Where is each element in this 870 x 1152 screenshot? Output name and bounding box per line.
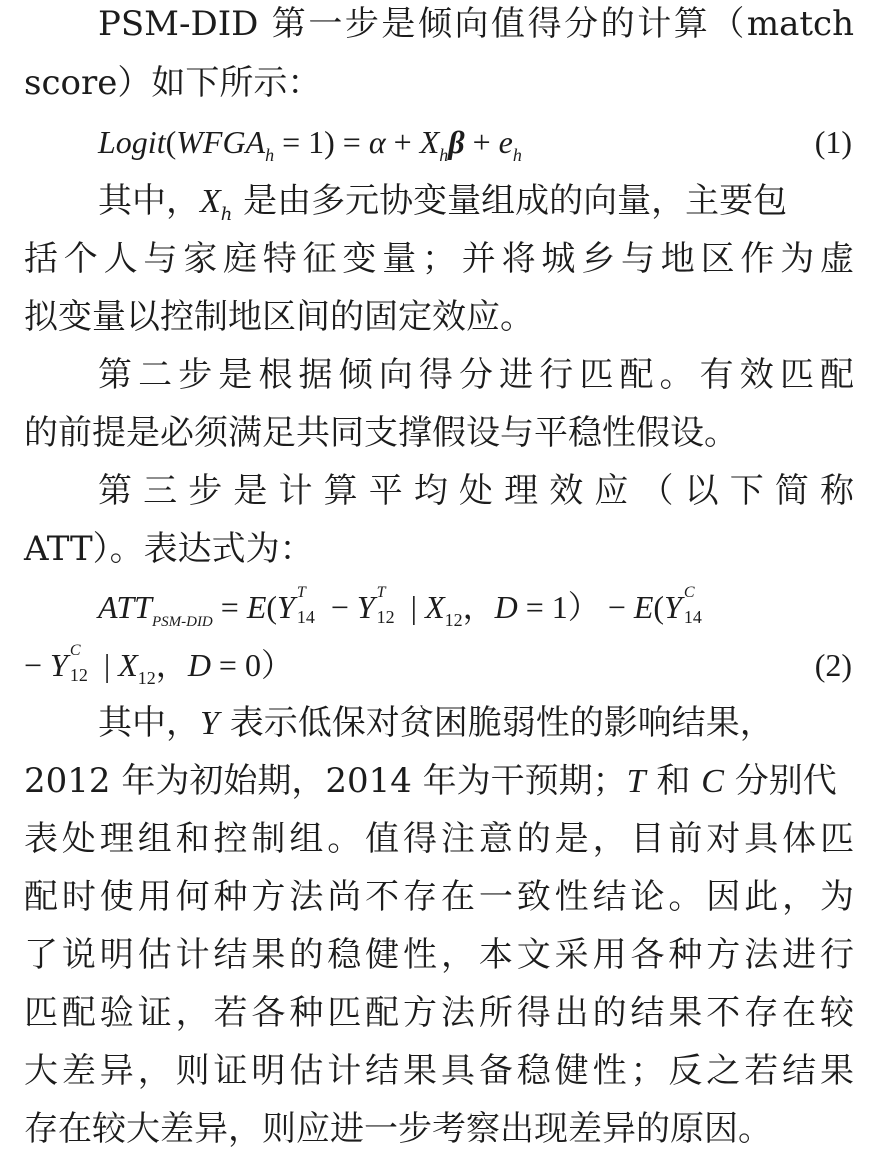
eq2-bar1: | xyxy=(402,589,426,625)
para5-line3: 表处理组和控制组。值得注意的是，目前对具体匹 xyxy=(24,819,854,859)
equation-1-label: (1) xyxy=(814,124,852,160)
eq2-Y14T-sub: 14 xyxy=(296,607,315,627)
para5-line2-post: 分别代 xyxy=(723,761,837,801)
eq1-e-sub: h xyxy=(512,145,522,165)
equation-2-label: (2) xyxy=(814,647,852,683)
eq2-E2: E xyxy=(633,589,654,625)
para5-line1-post: 表示低保对贫困脆弱性的影响结果， xyxy=(218,703,774,743)
eq1-X: X xyxy=(419,124,440,160)
equation-2-line1 xyxy=(98,584,710,630)
eq1-alpha: α xyxy=(368,124,386,160)
eq2-Y12C-scripts xyxy=(68,642,96,685)
equation-2-line2 xyxy=(24,642,293,688)
eq2-Y14C-sup: C xyxy=(683,584,695,601)
eq2-att-sub: PSM-DID xyxy=(151,614,213,630)
para5-C: C xyxy=(701,763,724,800)
para3-line2: 的前提是必须满足共同支撑假设与平稳性假设。 xyxy=(24,413,738,453)
eq1-e: e xyxy=(498,124,513,160)
eq2-d1: = 1） xyxy=(517,589,600,625)
eq2-Y14C: Y xyxy=(664,589,682,625)
eq2-Y14C-sub: 14 xyxy=(683,607,702,627)
para2-Xh: X xyxy=(200,183,221,220)
para1-line1: PSM-DID 第一步是倾向值得分的计算（match xyxy=(98,4,854,44)
eq2-Y12C-sub: 12 xyxy=(69,665,88,685)
para5-line6: 匹配验证，若各种匹配方法所得出的结果不存在较 xyxy=(24,993,854,1033)
eq2-comma1: ， xyxy=(462,589,495,625)
eq2-X12b-sub: 12 xyxy=(137,668,156,688)
para2-line1 xyxy=(98,181,854,225)
eq2-X12b: X xyxy=(118,647,138,683)
para2-Xh-sub: h xyxy=(220,204,233,225)
eq2-X12-sub: 12 xyxy=(444,610,463,630)
para5-line1-pre: 其中， xyxy=(98,703,200,743)
eq1-plus1: + xyxy=(385,124,420,160)
para5-line2 xyxy=(24,761,854,801)
para2-line1-post: 是由多元协变量组成的向量，主要包 xyxy=(232,181,788,221)
eq2-Y12T-sub: 12 xyxy=(376,607,395,627)
para4-line1: 第三步是计算平均处理效应（以下简称 xyxy=(98,471,854,511)
para1-line2: score）如下所示： xyxy=(24,63,322,103)
eq2-Y12C: Y xyxy=(50,647,68,683)
eq2-Y12T-scripts xyxy=(375,584,403,627)
eq2-D0: D xyxy=(187,647,211,683)
eq1-open: ( xyxy=(165,124,177,160)
eq1-logit: Logit xyxy=(98,124,166,160)
eq2-bar2: | xyxy=(95,647,119,683)
eq1-sub-h: h xyxy=(265,145,275,165)
para3-line1: 第二步是根据倾向得分进行匹配。有效匹配 xyxy=(98,355,854,395)
para5-Y: Y xyxy=(200,705,219,742)
equation-1 xyxy=(98,122,522,165)
para5-line5: 了说明估计结果的稳健性，本文采用各种方法进行 xyxy=(24,935,854,975)
eq1-var: WFGA xyxy=(176,124,266,160)
para5-line1 xyxy=(98,703,854,743)
para5-T: T xyxy=(626,763,646,800)
para5-line7: 大差异，则证明估计结果具备稳健性；反之若结果 xyxy=(24,1051,854,1091)
para5-line2-mid: 和 xyxy=(645,761,702,801)
eq2-Y12C-sup: C xyxy=(69,642,81,659)
eq2-Y14T-scripts xyxy=(295,584,323,627)
eq2-Y12T: Y xyxy=(356,589,375,625)
eq2-Y14T-sup: T xyxy=(296,584,306,601)
eq1-beta: β xyxy=(448,124,465,160)
eq2-D1: D xyxy=(494,589,518,625)
eq2-d0: = 0） xyxy=(210,647,293,683)
para5-line8: 存在较大差异，则应进一步考察出现差异的原因。 xyxy=(24,1109,772,1149)
para5-line2-pre: 2012 年为初始期，2014 年为干预期； xyxy=(24,761,627,801)
eq2-minus1: − xyxy=(322,589,357,625)
eq2-E1: E xyxy=(246,589,267,625)
eq1-plus2: + xyxy=(464,124,499,160)
eq2-Y14T: Y xyxy=(277,589,295,625)
para5-line4: 配时使用何种方法尚不存在一致性结论。因此，为 xyxy=(24,877,854,917)
para2-line3: 拟变量以控制地区间的固定效应。 xyxy=(24,297,534,337)
eq2-lead-minus: − xyxy=(24,647,51,683)
eq2-open2: ( xyxy=(653,589,665,625)
eq2-att: ATT xyxy=(98,589,152,625)
eq2-comma2: ， xyxy=(155,647,188,683)
eq2-open1: ( xyxy=(266,589,278,625)
eq2-minusE: − xyxy=(599,589,634,625)
para2-line2: 括个人与家庭特征变量；并将城乡与地区作为虚 xyxy=(24,239,854,279)
eq1-rhs: = 1) = xyxy=(274,124,369,160)
eq2-Y14C-scripts xyxy=(682,584,710,627)
eq1-X-sub: h xyxy=(439,145,449,165)
para4-line2: ATT）。表达式为： xyxy=(24,529,314,569)
eq2-Y12T-sup: T xyxy=(376,584,386,601)
para2-line1-pre: 其中， xyxy=(98,181,200,221)
eq2-X12: X xyxy=(425,589,445,625)
eq2-eq: = xyxy=(212,589,247,625)
